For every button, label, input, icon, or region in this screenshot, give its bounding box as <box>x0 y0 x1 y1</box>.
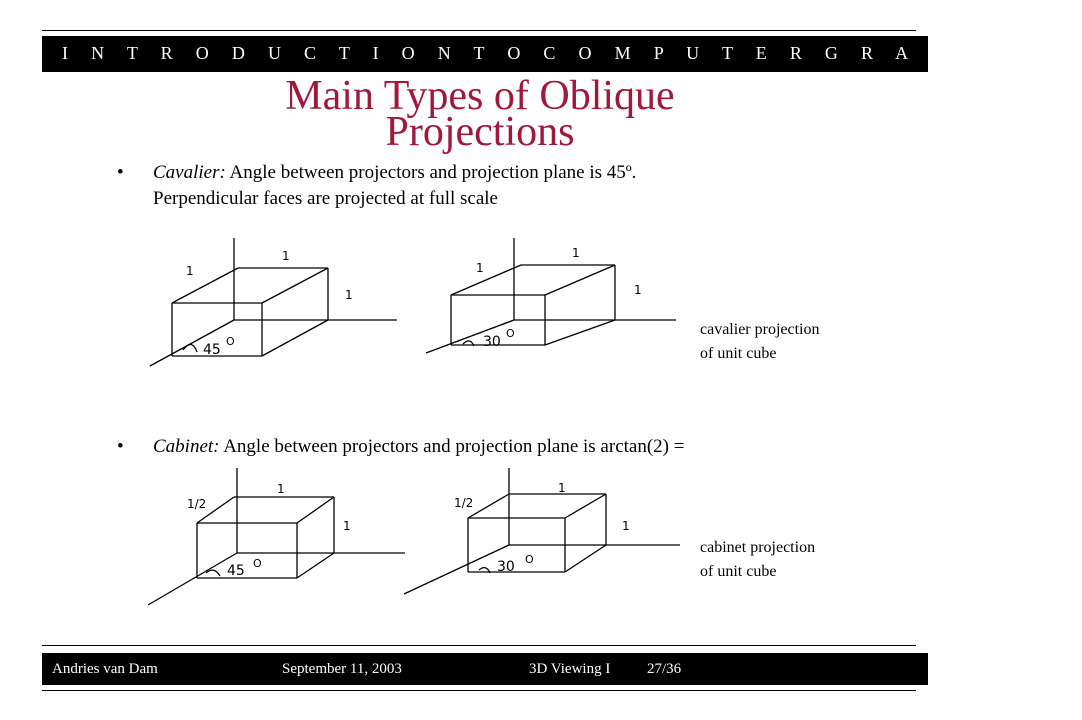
cab30-degree-symbol: O <box>525 553 534 566</box>
slide-title-line-1: Main Types of Oblique <box>285 73 675 119</box>
cavalier-caption-line-1: cavalier projection <box>700 321 820 338</box>
cavalier-caption-line-2: of unit cube <box>700 345 777 362</box>
cube-cavalier-30 <box>426 238 676 353</box>
cube-cabinet-30 <box>404 468 680 594</box>
cabinet-caption-line-1: cabinet projection <box>700 539 816 556</box>
cab45-angle-label: 45 <box>227 563 245 579</box>
slide-title-line-2: Projections <box>385 109 575 155</box>
cavalier-caption <box>700 318 820 366</box>
cav30-height-label: 1 <box>634 283 642 297</box>
cab45-depth-label: 1/2 <box>187 497 207 511</box>
bullet-text-cavalier-line-1: Angle between projectors and projection plane is 45º. <box>225 162 637 183</box>
cav45-angle-label: 45 <box>203 342 221 358</box>
cav30-width-label: 1 <box>572 246 580 260</box>
cav30-depth-label: 1 <box>476 261 484 275</box>
cav30-degree-symbol: O <box>506 327 515 340</box>
cab45-height-label: 1 <box>343 519 351 533</box>
cabinet-caption <box>700 536 815 584</box>
course-title: I N T R O D U C T I O N T O C O M P U T E R G R A P H I C S <box>62 43 1082 63</box>
cav45-height-label: 1 <box>345 288 353 302</box>
bullet-text-cabinet: Angle between projectors and projection plane is arctan(2) = <box>219 436 685 457</box>
cav45-depth-label: 1 <box>186 264 194 278</box>
bullet-marker: • <box>117 162 124 183</box>
cab30-angle-label: 30 <box>497 559 515 575</box>
bullet-marker: • <box>117 436 124 457</box>
cab30-height-label: 1 <box>622 519 630 533</box>
footer-top-rule <box>42 645 916 646</box>
bottom-rule <box>42 690 916 691</box>
cab45-degree-symbol: O <box>253 557 262 570</box>
cav45-degree-symbol: O <box>226 335 235 348</box>
footer-date: September 11, 2003 <box>282 661 402 677</box>
bullet-term-cavalier: Cavalier: <box>153 162 226 183</box>
cav45-width-label: 1 <box>282 249 290 263</box>
cube-cavalier-45 <box>150 238 397 366</box>
bullet-term-cabinet: Cabinet: <box>153 436 220 457</box>
cab45-width-label: 1 <box>277 482 285 496</box>
footer-band <box>42 653 928 685</box>
bullet-text-cavalier-line-2: Perpendicular faces are projected at full scale <box>153 188 498 209</box>
cav30-angle-label: 30 <box>483 334 501 350</box>
cube-cabinet-45 <box>148 468 405 605</box>
footer-page-number: 27/36 <box>647 661 682 677</box>
cab30-width-label: 1 <box>558 481 566 495</box>
footer-author: Andries van Dam <box>52 661 158 677</box>
cab30-depth-label: 1/2 <box>454 496 474 510</box>
cabinet-caption-line-2: of unit cube <box>700 563 777 580</box>
footer-topic: 3D Viewing I <box>529 661 611 677</box>
